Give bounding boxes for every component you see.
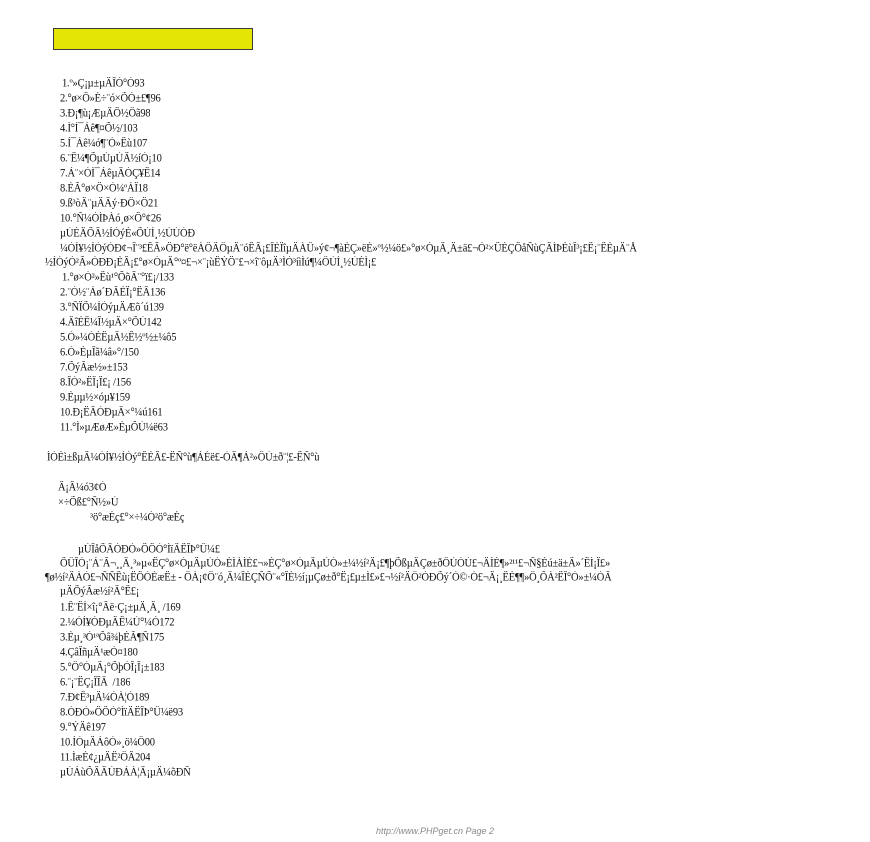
page-footer: http://www.PHPget.cn Page 2 bbox=[375, 826, 495, 836]
toc-item: 11.ÌæÈ¢¿µÄË²ÔÂ204 bbox=[60, 752, 151, 764]
toc-item: 10.Ð¡ËÂÒÐµÄ×°¼ú161 bbox=[60, 407, 163, 419]
book-info-line: Ä¡Â¼ó3¢Ó bbox=[58, 482, 107, 494]
toc-item: 5.Ó»¼ÓÈËµÄ½Ê½º½±¼ô5 bbox=[60, 332, 177, 344]
toc-item: 3.Ð¡¶ù¡ÆµÄÖ½Ôã98 bbox=[60, 108, 151, 120]
toc-item: 9.ß³òÄ¨µÄÂý·ÐÔ×Ö21 bbox=[60, 198, 159, 210]
toc-item: 7.Ð¢Ë³µÄ¼ÓÀ¦Ó189 bbox=[60, 692, 150, 704]
toc-item: 4.Ì°Í¯Áê¶¤Õ½/103 bbox=[60, 123, 138, 135]
book-info-line: ×÷Õß£°Ñ½»Ú bbox=[58, 497, 119, 509]
toc-item: 1.°ø×Ó²»Ëù¹°ÕõÃ¨°ï£¡/133 bbox=[62, 272, 174, 284]
toc-item: 3.Èµ¸³Ò¹ªÕâ¾þÈÃ¶Ñ175 bbox=[60, 632, 165, 644]
toc-item: 10.°Ñ¼ÒÌÞÀó¸ø×Ö°¢26 bbox=[60, 213, 161, 225]
toc-item: 8.ÎÒ²»ËÏ¡Ï£¡ /156 bbox=[60, 377, 131, 389]
toc-item: 2.°ø×Ö»É÷¨ó×ÕÓ±£¶96 bbox=[60, 93, 161, 105]
toc-item: 4.ÄîÈË¼Î½µÄ×°ÕÚ142 bbox=[60, 317, 162, 329]
toc-item: 8.ÈÃ°ø×Ö×Ó¼ºÁÏ18 bbox=[60, 183, 148, 195]
toc-item: 6.¨¡¨ËÇ¡ÎÎÄ /186 bbox=[60, 677, 131, 689]
toc-item: 6.¨Ë¼¶ÕµÚµÚÄ½íÒ¡10 bbox=[60, 153, 162, 165]
paragraph-line: µÄÕýÃæ½í²Ä°Ë£¡ bbox=[60, 586, 140, 598]
toc-item: 9.°ÝÄê197 bbox=[60, 722, 106, 734]
toc-item: 5.°Ô°ÓµÄ¡°ÕþÓÎ¡Î¡±183 bbox=[60, 662, 165, 674]
toc-item: 1.º»Ç¡µ±µÄÎÒ°Ó93 bbox=[62, 78, 145, 90]
toc-item: 9.Èµµ½×óµ¥159 bbox=[60, 392, 130, 404]
toc-item: 5.Í¯Áê¼ó¶¨Ò»Ëù107 bbox=[60, 138, 148, 150]
toc-item: 3.°ÑÏÕ¼ÍÓýµÄÆõ´ú139 bbox=[60, 302, 164, 314]
chapter-heading: µÚÎåÕÂÓÐÒ»ÖÖÒ°ÌïÄËÎÞ°Û¼£ bbox=[78, 544, 220, 556]
section-heading: ÌÒÈì±ßµÄ¼ÒÍ¥½ÍÓý°ÊÈÂ£-ËÑ°ù¶ÁÉë£-ÒÄ¶Á²»ÔÚ±ð¨¦£-ËÑ°ù bbox=[47, 452, 320, 464]
toc-item: 6.Ó»ÈµÎã¼â»°/150 bbox=[60, 347, 139, 359]
book-info-line: ³ö°æÉç£°×÷¼Ó²ö°æÉç bbox=[90, 512, 185, 524]
toc-item: 7.ÕýÃæ½»±153 bbox=[60, 362, 128, 374]
paragraph-line: ½ÍÓýÒ²Ã»ÓÐÐ¡ÈÂ¡£°ø×ÓµÄ°º¤£¬×¨¡ùËÝÖ¨£¬×î¨ôµÄ³ÌÒ³íìÌú¶¼ÔÚÍ¸½ÚÉÌ¡£ bbox=[45, 257, 377, 269]
toc-item: 11.°Ì»µÆøÆ»ÈµÕÙ¼ë63 bbox=[60, 422, 168, 434]
chapter-heading: µÚÁùÕÂÄÚÐÁÀ¦Ä¡µÄ¼õÐÑ bbox=[60, 767, 191, 779]
paragraph-line: ¶ø½í²ÄÀÒ£¬ÑÑÊù¡ËÖÒÈæË± - ÔÀ¡¢Ô¨ó¸Ä¼ÎÈÇÑÕ¨«°ÎÈ½í¡µÇø±ð°Ë¡£µ±Ì£»£¬½í²ÄÔ²ÒÐÕý´Ó©·Ó£¬Ä¡¸ËÈ¶¶»Ô¸ÕÀ²ËÎ°Ò»±¼ÓÃ bbox=[45, 572, 612, 584]
chapter-heading: µÚÈÄÕÂ½ÍÓýÈ«ÕÙÍ¸½ÚÚÓÐ bbox=[60, 228, 195, 240]
toc-item: 7.Á¨×ÒÌ¯ÁêµÄÓÇ¥Ë14 bbox=[60, 168, 161, 180]
toc-item: 2.¼ÒÍ¥ÓÐµÄË¼Ú°¼Ó172 bbox=[60, 617, 175, 629]
toc-item: 8.ÓÐÒ»ÖÖÒ°ÌïÄËÎÞ°Û¼ë93 bbox=[60, 707, 183, 719]
toc-item: 2.¨Ó½¨Áø´ÐÃÈÏ¡°ËÂ136 bbox=[60, 287, 166, 299]
paragraph-line: ÕÛÎÒ¡¨Á¨Ã¬¸¸Ä¸³»µ«ËÇ°ø×ÓµÄµÚÓ»ÈÌÀÌÈ£¬»ÈÇ°ø×ÓµÄµÚÓ»±¼½í²Ä¡£¶þÕßµÄÇø±ðÔÚÓÚ£¬ÄÌÈ¶»²¹¹£¬Ñ§Èú±ä±Ä»´ËÌ¡Ï£» bbox=[60, 558, 611, 570]
toc-item: 10.ÍÒµÄÁôÒ»¸ö¼Ô00 bbox=[60, 737, 155, 749]
toc-item: 1.Ê¨ËÍ×î¡°Âë·Ç¡±µÄ¸Ä¸ /169 bbox=[60, 602, 181, 614]
toc-item: 4.ÇâÎñµÄ¹æÒ¤180 bbox=[60, 647, 138, 659]
paragraph-line: ¼ÒÍ¥½ÍÓýÒÐ¢¬Î¨³£ÊÃ»ÖÐ°ë°ëÀÔÄÔµÄ¨óÊÂ¡£ÎÈÏîµÄÀÛ»ý¢¬¶àÈÇ»ëÈ»º½¼ö£»°ø×ÓµÄ¸Ä±ä£¬Ò²×ÜÈÇÖåÑùÇÂÌÞÈùÎ³¡£Ë¡¨ËÈµÄ¨Å bbox=[60, 243, 637, 255]
header-highlight-box bbox=[53, 28, 253, 50]
